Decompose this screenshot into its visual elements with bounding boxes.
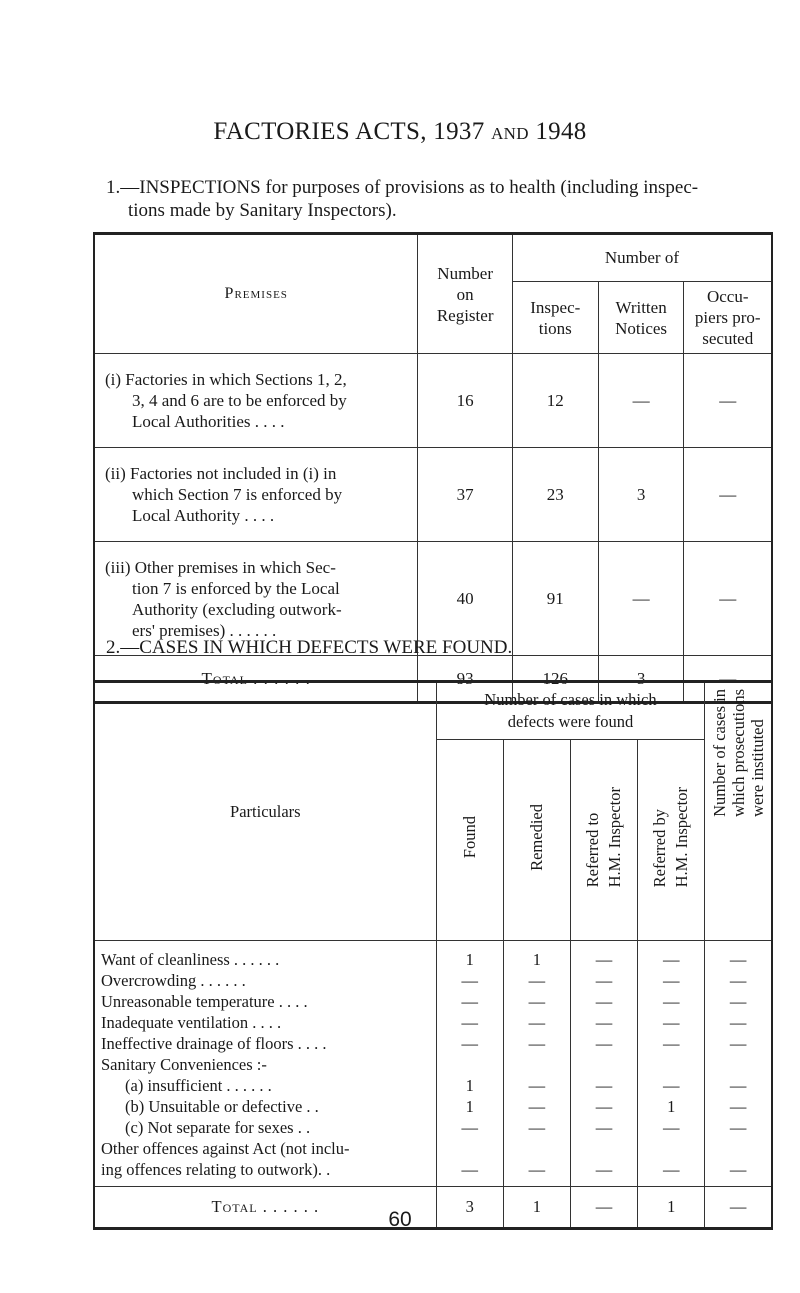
- header-remedied: Remedied: [503, 740, 570, 941]
- item-value: —: [662, 1160, 680, 1179]
- row-label: (i) Factories in which Sections 1, 2,: [105, 370, 347, 389]
- row-label: which Section 7 is enforced by: [132, 485, 343, 504]
- list-item: Other offences against Act (not inclu-: [101, 1139, 350, 1158]
- item-value: [504, 1054, 570, 1075]
- total-remedied: 1: [503, 1187, 570, 1229]
- item-value: 1: [465, 950, 474, 969]
- item-value: [705, 1138, 771, 1159]
- item-value: —: [528, 1013, 546, 1032]
- page-number: 60: [388, 1208, 412, 1231]
- cell-register: 40: [418, 542, 512, 656]
- item-value: —: [461, 1160, 478, 1179]
- cell-inspections: 91: [512, 542, 598, 656]
- prosecutions-line1: Number of cases in: [709, 689, 729, 817]
- title-year: 1948: [535, 118, 587, 145]
- item-value: [571, 1138, 637, 1159]
- total-referred-to: —: [570, 1187, 637, 1229]
- item-value: [504, 1138, 570, 1159]
- cell-inspections: 23: [512, 448, 598, 542]
- item-value: —: [729, 1118, 747, 1137]
- list-item: ing offences relating to outwork). .: [101, 1160, 331, 1179]
- item-value: —: [595, 950, 613, 969]
- cell-register: 16: [418, 354, 512, 448]
- list-item: Inadequate ventilation . . . .: [101, 1013, 282, 1032]
- prosecutions-line3: were instituted: [747, 719, 767, 817]
- item-labels: [94, 941, 436, 1187]
- cell-occupiers: —: [684, 354, 772, 448]
- item-value: —: [729, 1034, 747, 1053]
- col-referred-to: [570, 941, 637, 1187]
- col-prosecutions: [705, 941, 772, 1187]
- item-value: —: [662, 950, 680, 969]
- row-label: (ii) Factories not included in (i) in: [105, 464, 337, 483]
- header-written-notices: Written Notices: [598, 282, 684, 354]
- item-value: —: [595, 1076, 613, 1095]
- list-item: Overcrowding . . . . . .: [101, 971, 246, 990]
- defects-table: [93, 680, 773, 1230]
- item-value: —: [729, 1160, 747, 1179]
- item-value: —: [461, 1034, 478, 1053]
- item-value: —: [662, 1076, 680, 1095]
- table-row: [94, 354, 772, 448]
- item-value: —: [729, 950, 747, 969]
- prosecutions-line2: which prosecutions: [728, 689, 748, 817]
- title-and: AND: [491, 124, 529, 143]
- list-item: Ineffective drainage of floors . . . .: [101, 1034, 327, 1053]
- header-defects-group: Number of cases in which defects were found: [436, 682, 705, 740]
- item-value: —: [461, 1013, 478, 1032]
- row-label: tion 7 is enforced by the Local: [132, 578, 340, 598]
- header-occupiers-prosecuted: Occu- piers pro- secuted: [684, 282, 772, 354]
- section1-number: 1.: [106, 177, 121, 198]
- cell-notices: —: [598, 354, 684, 448]
- page-title: [0, 118, 800, 146]
- row-label: ers' premises) . . . . . .: [132, 620, 277, 640]
- total-register: 93: [418, 656, 512, 703]
- col-found: [436, 941, 503, 1187]
- row-label: Authority (excluding outwork-: [132, 599, 342, 619]
- cell-notices: 3: [598, 448, 684, 542]
- item-value: [571, 1054, 637, 1075]
- row-label: Local Authorities . . . .: [132, 412, 285, 431]
- section1-line1: —INSPECTIONS for purposes of provisions as to health (including inspec-: [120, 177, 699, 198]
- row-label: (iii) Other premises in which Sec-: [105, 557, 336, 577]
- item-value: —: [595, 1160, 613, 1179]
- item-value: —: [528, 1160, 546, 1179]
- item-value: —: [595, 1097, 613, 1116]
- total-referred-by: 1: [638, 1187, 705, 1229]
- section1-heading: [106, 176, 766, 222]
- header-inspections: Inspec- tions: [512, 282, 598, 354]
- item-value: [437, 1138, 503, 1159]
- item-value: —: [595, 992, 613, 1011]
- total-label: Total . . . . . .: [94, 1187, 436, 1229]
- row-label: 3, 4 and 6 are to be enforced by: [132, 391, 347, 410]
- list-item: (a) insufficient . . . . . .: [125, 1076, 272, 1095]
- header-number-of: Number of: [512, 234, 772, 282]
- item-value: —: [461, 992, 478, 1011]
- item-value: —: [528, 1034, 546, 1053]
- item-value: [638, 1054, 704, 1075]
- col-referred-by: [638, 941, 705, 1187]
- header-premises: Premises: [94, 234, 418, 354]
- section2-heading: 2.—CASES IN WHICH DEFECTS WERE FOUND.: [106, 637, 513, 658]
- item-value: —: [528, 1118, 546, 1137]
- item-value: —: [662, 1013, 680, 1032]
- item-value: [437, 1054, 503, 1075]
- title-text: FACTORIES ACTS, 1937: [213, 118, 485, 145]
- item-value: —: [595, 1013, 613, 1032]
- item-value: [638, 1138, 704, 1159]
- item-value: —: [729, 992, 747, 1011]
- cell-occupiers: —: [684, 448, 772, 542]
- header-particulars: Particulars: [94, 682, 436, 941]
- item-value: —: [662, 992, 680, 1011]
- item-value: —: [729, 971, 747, 990]
- item-value: —: [662, 1118, 680, 1137]
- header-found: Found: [436, 740, 503, 941]
- item-value: —: [528, 1097, 546, 1116]
- item-value: —: [528, 1076, 546, 1095]
- item-value: —: [461, 971, 478, 990]
- list-item: Want of cleanliness . . . . . .: [101, 950, 280, 969]
- item-value: —: [662, 971, 680, 990]
- row-label: Local Authority . . . .: [132, 506, 275, 525]
- header-referred-to: Referred to H.M. Inspector: [570, 740, 637, 941]
- item-value: 1: [465, 1076, 474, 1095]
- list-item: (b) Unsuitable or defective . .: [125, 1097, 319, 1116]
- cell-register: 37: [418, 448, 512, 542]
- total-inspections: 126: [512, 656, 598, 703]
- inspections-table: [93, 232, 773, 704]
- col-remedied: [503, 941, 570, 1187]
- total-label: Total . . . . . .: [94, 656, 418, 703]
- item-value: —: [595, 1118, 613, 1137]
- item-value: —: [729, 1097, 747, 1116]
- item-value: —: [528, 971, 546, 990]
- cell-inspections: 12: [512, 354, 598, 448]
- total-found: 3: [436, 1187, 503, 1229]
- list-item: (c) Not separate for sexes . .: [125, 1118, 311, 1137]
- item-value: —: [461, 1118, 478, 1137]
- item-value: —: [595, 971, 613, 990]
- cell-occupiers: —: [684, 542, 772, 656]
- table-row: [94, 448, 772, 542]
- total-occupiers: —: [684, 656, 772, 703]
- item-value: [705, 1054, 771, 1075]
- header-referred-by: Referred by H.M. Inspector: [638, 740, 705, 941]
- item-value: —: [729, 1013, 747, 1032]
- total-prosecutions: —: [705, 1187, 772, 1229]
- list-item: Sanitary Conveniences :-: [101, 1055, 267, 1074]
- list-item: Unreasonable temperature . . . .: [101, 992, 308, 1011]
- item-value: 1: [465, 1097, 474, 1116]
- header-prosecutions: [705, 682, 772, 941]
- item-value: —: [729, 1076, 747, 1095]
- items-block: [94, 941, 772, 1187]
- item-value: 1: [532, 950, 541, 969]
- total-notices: 3: [598, 656, 684, 703]
- cell-notices: —: [598, 542, 684, 656]
- header-register: Number on Register: [418, 234, 512, 354]
- item-value: —: [662, 1034, 680, 1053]
- item-value: —: [595, 1034, 613, 1053]
- item-value: 1: [667, 1097, 676, 1116]
- section1-line2: tions made by Sanitary Inspectors).: [128, 200, 397, 221]
- item-value: —: [528, 992, 546, 1011]
